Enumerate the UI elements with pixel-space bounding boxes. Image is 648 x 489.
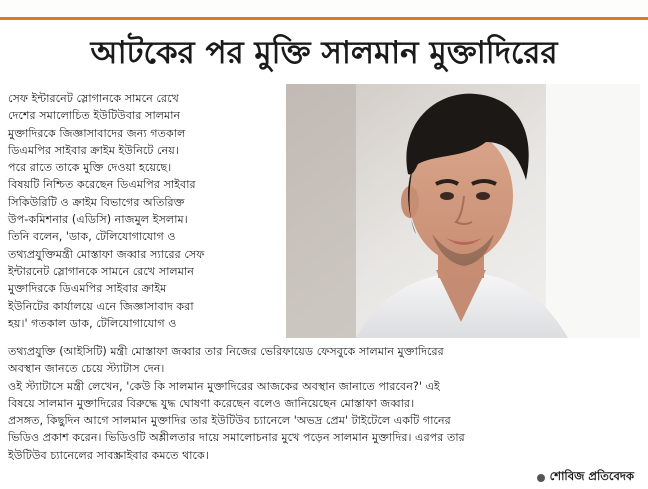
article-column-text [8,90,278,332]
column-line: ইন্টারনেট স্লোগানকে সামনে রেখে সালমান [8,264,194,278]
column-line: সেফ ইন্টারনেট স্লোগানকে সামনে রেখে [8,92,179,105]
accent-rule [0,17,648,20]
column-line: তথ্যপ্রযুক্তিমন্ত্রী মোস্তাফা জব্বার স্যারের সেফ [8,247,205,261]
top-rule [0,0,648,20]
body-line: তথ্যপ্রযুক্তি (আইসিটি) মন্ত্রী মোস্তাফা জব্বার তার নিজের ভেরিফায়েড ফেসবুকে সালমান মুক্তাদিরের [8,345,444,358]
column-line: ইউনিটের কার্যালয়ে এনে জিজ্ঞাসাবাদ করা [8,299,194,313]
article-full-width-text [8,343,640,464]
column-line: দেশের সমালোচিত ইউটিউবার সালমান [8,109,181,123]
body-line: অবস্থান জানতে চেয়ে স্ট্যাটাস দেন। [8,362,165,376]
column-line: হয়।' গতকাল ডাক, টেলিযোগাযোগ ও [8,316,177,330]
column-line: মুক্তাদিরকে জিজ্ঞাসাবাদের জন্য গতকাল [8,126,186,140]
column-line: তিনি বলেন, 'ডাক, টেলিযোগাযোগ ও [8,230,176,244]
column-line: বিষয়টি নিশ্চিত করেছেন ডিএমপির সাইবার [8,178,196,192]
body-line: ওই স্ট্যাটাসে মন্ত্রী লেখেন, 'কেউ কি সালমান মুক্তাদিরের আজকের অবস্থান জানাতে পারবেন?' এই [8,379,440,393]
column-line: সিকিউরিটি ও ক্রাইম বিভাগের অতিরিক্ত [8,195,185,209]
bullet-icon [537,474,545,482]
body-line: ইউটিউব চ্যানেলের সাবস্ক্রাইবার কমতে থাকে। [8,448,209,462]
headline: আটকের পর মুক্তি সালমান মুক্তাদিরের [90,35,558,71]
column-line: ডিএমপির সাইবার ক্রাইম ইউনিটে নেয়। [8,143,179,157]
body-line: বিষয়ে সালমান মুক্তাদিরের বিরুদ্ধে যুদ্ধ ঘোষণা করেছেন বলেও জানিয়েছেন মোস্তাফা জব্বার। [8,396,415,410]
portrait-photo [286,84,640,338]
body-line: প্রসঙ্গত, কিছুদিন আগে সালমান মুক্তাদির তার ইউটিউব চ্যানেলে 'অভদ্র প্রেম' টাইটেলে একটি গানের [8,414,451,428]
column-line: পরে রাতে তাকে মুক্তি দেওয়া হয়েছে। [8,161,172,175]
body-line: ভিডিও প্রকাশ করেন। ভিডিওটি অশ্লীলতার দায়ে সমালোচনার মুখে পড়েন সালমান মুক্তাদির। এরপর তার [8,431,465,445]
column-line: উপ-কমিশনার (এডিসি) নাজমুল ইসলাম। [8,213,188,227]
byline-text: শোবিজ প্রতিবেদক [549,469,634,483]
byline [537,468,634,487]
column-line: মুক্তাদিরকে ডিএমপির সাইবার ক্রাইম [8,282,167,296]
